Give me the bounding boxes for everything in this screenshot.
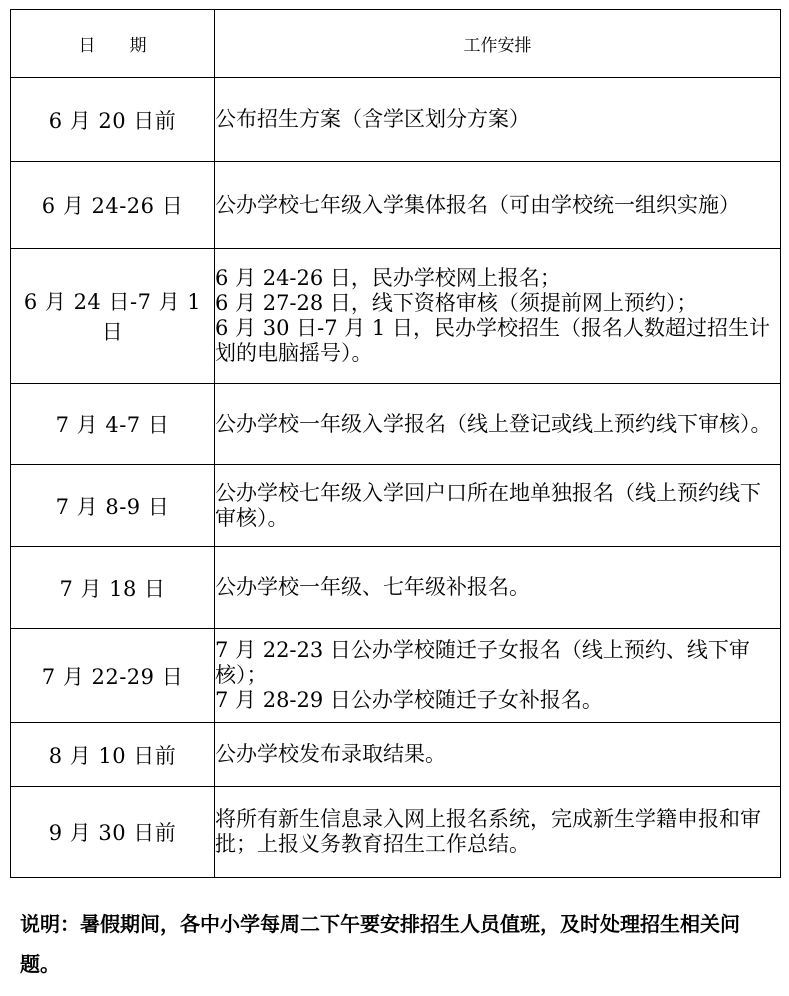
table-row bbox=[11, 162, 781, 249]
table-row bbox=[11, 787, 781, 878]
task-line: 6 月 24-26 日，民办学校网上报名； bbox=[215, 266, 561, 290]
task-line: 公办学校七年级入学集体报名（可由学校统一组织实施） bbox=[215, 192, 740, 217]
table-row bbox=[11, 547, 781, 629]
table-row bbox=[11, 384, 781, 465]
row-date: 7 月 8-9 日 bbox=[11, 465, 215, 547]
task-line: 将所有新生信息录入网上报名系统，完成新生学籍申报和审批；上报义务教育招生工作总结。 bbox=[215, 807, 761, 856]
note-text: 说明：暑假期间，各中小学每周二下午要安排招生人员值班，及时处理招生相关问题。 bbox=[20, 912, 740, 976]
table-row bbox=[11, 78, 781, 162]
row-date: 6 月 24-26 日 bbox=[11, 162, 215, 249]
row-task bbox=[215, 629, 781, 723]
table-row bbox=[11, 629, 781, 723]
task-line: 7 月 28-29 日公办学校随迁子女补报名。 bbox=[215, 688, 603, 712]
task-line: 公办学校一年级入学报名（线上登记或线上预约线下审核）。 bbox=[215, 411, 772, 436]
task-line: 6 月 27-28 日，线下资格审核（须提前网上预约）； bbox=[215, 291, 698, 315]
row-date: 9 月 30 日前 bbox=[11, 787, 215, 878]
table-header-row bbox=[11, 10, 781, 78]
row-date: 6 月 24 日-7 月 1 日 bbox=[11, 249, 215, 384]
row-task bbox=[215, 78, 781, 162]
row-task bbox=[215, 384, 781, 465]
task-line: 6 月 30 日-7 月 1 日，民办学校招生（报名人数超过招生计划的电脑摇号）。 bbox=[215, 316, 770, 365]
row-task bbox=[215, 723, 781, 787]
task-line: 公布招生方案（含学区划分方案） bbox=[215, 107, 530, 131]
row-date: 7 月 18 日 bbox=[11, 547, 215, 629]
row-task bbox=[215, 547, 781, 629]
row-task bbox=[215, 465, 781, 547]
table-row bbox=[11, 465, 781, 547]
header-date: 日 期 bbox=[11, 10, 215, 78]
task-line: 公办学校发布录取结果。 bbox=[215, 742, 446, 766]
row-date: 7 月 4-7 日 bbox=[11, 384, 215, 465]
table-row bbox=[11, 249, 781, 384]
table-row bbox=[11, 723, 781, 787]
enrollment-schedule-table bbox=[10, 9, 781, 878]
row-task bbox=[215, 162, 781, 249]
row-date: 6 月 20 日前 bbox=[11, 78, 215, 162]
row-task bbox=[215, 249, 781, 384]
row-date: 8 月 10 日前 bbox=[11, 723, 215, 787]
row-task bbox=[215, 787, 781, 878]
row-date: 7 月 22-29 日 bbox=[11, 629, 215, 723]
header-task: 工作安排 bbox=[215, 10, 781, 78]
table-body bbox=[11, 78, 781, 878]
task-line: 公办学校一年级、七年级补报名。 bbox=[215, 575, 530, 599]
task-line: 7 月 22-23 日公办学校随迁子女报名（线上预约、线下审核）； bbox=[215, 638, 750, 687]
task-line: 公办学校七年级入学回户口所在地单独报名（线上预约线下审核）。 bbox=[215, 480, 761, 530]
